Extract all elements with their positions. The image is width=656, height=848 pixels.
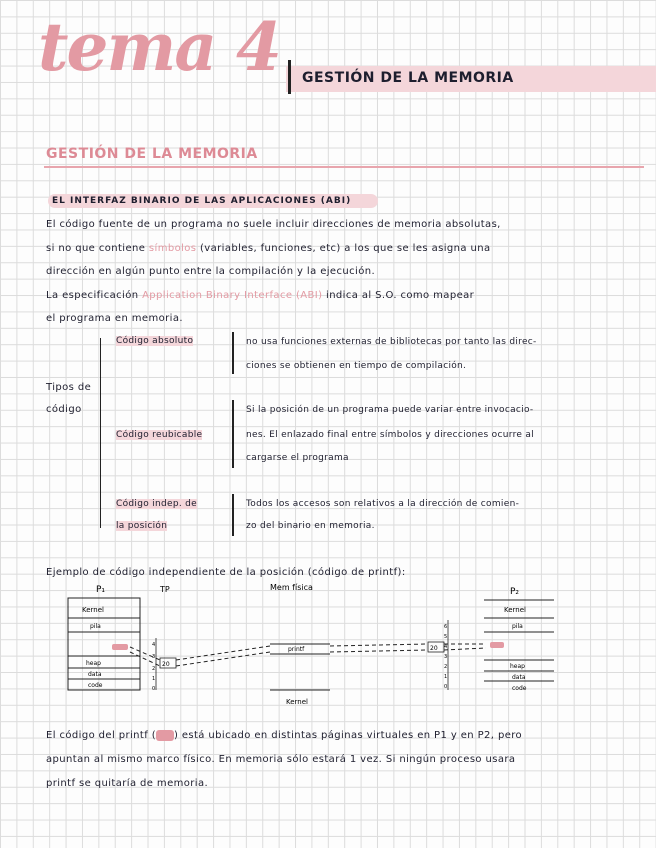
tipo-absoluto-bar <box>232 332 234 374</box>
p2-axis-1: 1 <box>444 674 448 680</box>
closing-line-3: printf se quitaría de memoria. <box>46 778 209 789</box>
tipo-indep-bar <box>232 494 234 536</box>
closing-line-1 <box>46 730 522 741</box>
intro-abi: Application Binary Interface (ABI) <box>142 290 323 301</box>
intro-line-4 <box>46 290 474 301</box>
p2-data: data <box>512 674 526 681</box>
p1-pila: pila <box>90 623 101 630</box>
closing-line-1-c: ) está ubicado en distintas páginas virtuales en P1 y en P2, pero <box>173 730 523 741</box>
tipo-indep-desc-1: Todos los accesos son relativos a la dirección de comien- <box>246 499 520 509</box>
printf-highlight-mark <box>156 730 174 741</box>
intro-line-4-a: La especificación <box>46 290 143 301</box>
page-title: tema 4 <box>38 8 280 86</box>
tipos-label-2: código <box>46 404 82 415</box>
p2-pila: pila <box>512 623 523 630</box>
p1-axis-0: 0 <box>152 686 156 692</box>
p2-axis-3: 3 <box>444 654 448 660</box>
tipo-reubicable <box>116 430 202 440</box>
p2-axis-0: 0 <box>444 684 448 690</box>
p2-axis-4: 4 <box>444 644 448 650</box>
title-divider <box>288 60 291 94</box>
p1-axis-1: 1 <box>152 676 156 682</box>
p1-printf-mark <box>112 644 128 650</box>
p2-axis-5: 5 <box>444 634 448 640</box>
tipo-absoluto <box>116 336 193 346</box>
p1-data: data <box>88 671 102 678</box>
tipo-indep-1 <box>116 499 197 509</box>
closing-line-2: apuntan al mismo marco físico. En memoria sólo estará 1 vez. Si ningún proceso usara <box>46 754 516 765</box>
p1-axis-4: 4 <box>152 642 156 648</box>
subsection-title: EL INTERFAZ BINARIO DE LAS APLICACIONES (ABI) <box>52 196 352 206</box>
ejemplo-title: Ejemplo de código independiente de la posición (código de printf): <box>46 567 406 578</box>
tipo-indep-2 <box>116 521 167 531</box>
p1-kernel: Kernel <box>82 606 104 614</box>
p1-heap: heap <box>86 660 101 667</box>
right-dashed-arrows <box>330 644 486 652</box>
p2-code: code <box>512 685 527 692</box>
p2-heap: heap <box>510 663 525 670</box>
tp2-20: 20 <box>430 645 438 652</box>
tipos-label-1: Tipos de <box>46 382 92 393</box>
p2-printf-mark <box>490 642 504 648</box>
diagram-mem-label: Mem física <box>270 583 313 592</box>
tipo-indep-label-2: la posición <box>116 521 168 531</box>
tipo-reubicable-label: Código reubicable <box>116 430 203 440</box>
tipo-indep-label-1: Código indep. de <box>116 499 198 509</box>
intro-line-2 <box>46 243 491 254</box>
tipo-absoluto-desc-2: ciones se obtienen en tiempo de compilación. <box>246 361 467 371</box>
section-title: GESTIÓN DE LA MEMORIA <box>46 146 258 162</box>
tipos-brace <box>100 338 109 528</box>
section-underline <box>44 166 644 168</box>
tipo-reubicable-desc-1: Si la posición de un programa puede variar entre invocacio- <box>246 405 534 415</box>
p1-box <box>68 598 140 690</box>
diagram-p1-label: P₁ <box>96 585 106 595</box>
p1-axis-3: 3 <box>152 654 156 660</box>
p1-axis-2: 2 <box>152 666 156 672</box>
tipo-reubicable-desc-3: cargarse el programa <box>246 453 349 463</box>
p2-kernel: Kernel <box>504 606 526 614</box>
tipo-absoluto-label: Código absoluto <box>116 336 194 346</box>
tipo-reubicable-bar <box>232 400 234 468</box>
closing-line-1-a: El código del printf ( <box>46 730 157 741</box>
mem-printf: printf <box>288 646 305 653</box>
tipo-absoluto-desc-1: no usa funciones externas de bibliotecas por tanto las direc- <box>246 337 537 347</box>
tipo-reubicable-desc-2: nes. El enlazado final entre símbolos y direcciones ocurre al <box>246 430 534 440</box>
intro-line-3: dirección en algún punto entre la compilación y la ejecución. <box>46 266 376 277</box>
intro-line-2-a: si no que contiene <box>46 243 149 254</box>
memory-diagram <box>60 580 620 710</box>
p1-code: code <box>88 682 103 689</box>
tipo-indep-desc-2: zo del binario en memoria. <box>246 521 375 531</box>
mem-kernel: Kernel <box>286 698 308 706</box>
intro-line-1: El código fuente de un programa no suele incluir direcciones de memoria absolutas, <box>46 219 501 230</box>
left-dashed-arrows <box>130 646 270 666</box>
diagram-tp-label: TP <box>160 585 170 594</box>
tp-20: 20 <box>162 661 170 668</box>
intro-symbols: símbolos <box>148 243 197 254</box>
diagram-p2-label: P₂ <box>510 587 520 597</box>
intro-line-2-c: (variables, funciones, etc) a los que se les asigna una <box>196 243 491 254</box>
intro-line-4-c: indica al S.O. como mapear <box>322 290 475 301</box>
p2-axis-6: 6 <box>444 624 448 630</box>
p2-axis-2: 2 <box>444 664 448 670</box>
page-subtitle: GESTIÓN DE LA MEMORIA <box>302 70 514 86</box>
p1-stack <box>68 598 140 690</box>
intro-line-5: el programa en memoria. <box>46 313 183 324</box>
